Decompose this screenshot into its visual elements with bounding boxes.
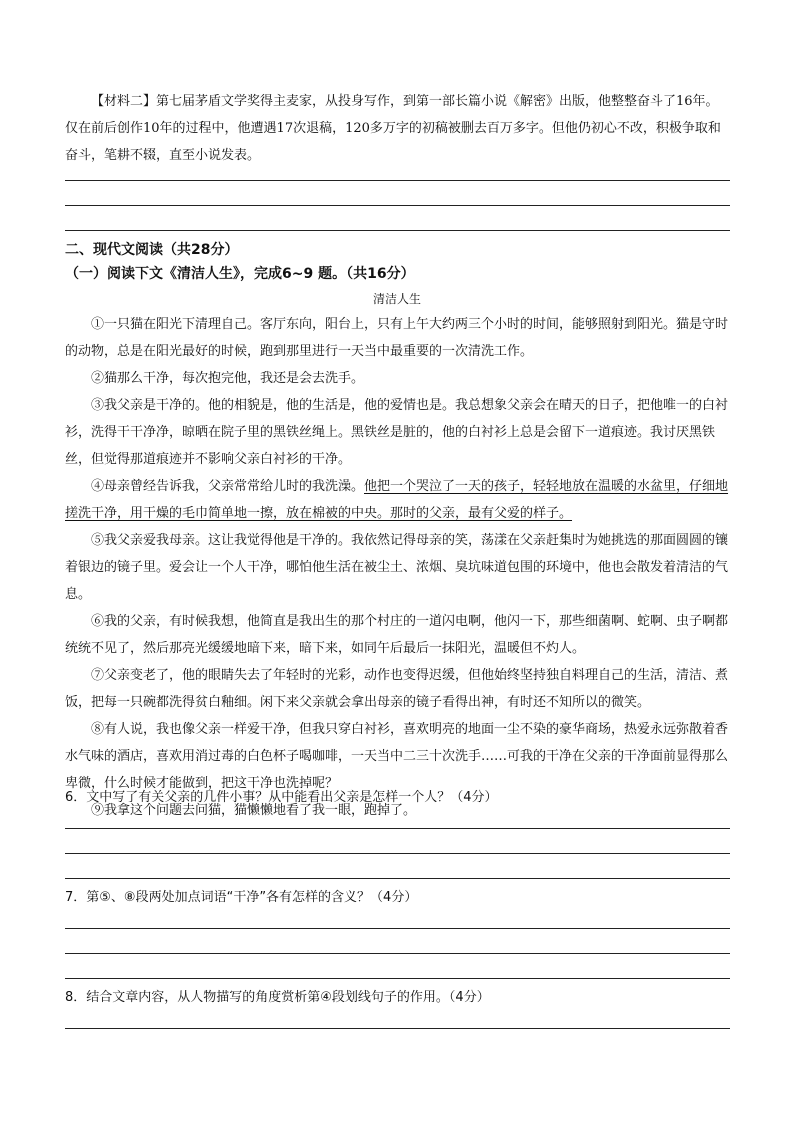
question-6: 6．文中写了有关父亲的几件小事？从中能看出父亲是怎样一个人？（4分） (65, 790, 498, 805)
paragraph-4-plain: ④母亲曾经告诉我，父亲常常给儿时的我洗澡。 (91, 479, 365, 494)
material-2-text: 【材料二】第七届茅盾文学奖得主麦家，从投身写作，到第一部长篇小说《解密》出版，他整整奋斗了16年。仅在前后创作10年的过程中，他遭遇17次退稿，120多万字的初稿被删去百万多字。但他仍初心不改，积极争取和奋斗，笔耕不辍，直至小说发表。 (65, 94, 721, 163)
answer-line[interactable] (65, 978, 730, 979)
answer-line[interactable] (65, 1028, 730, 1029)
paragraph-6: ⑥我的父亲，有时候我想，他简直是我出生的那个村庄的一道闪电啊，他闪一下，那些细菌啊、蛇啊、虫子啊都统统不见了，然后那亮光缓缓地暗下来，暗下来，如同午后最后一抹阳光，温暖但不灼人。 (65, 614, 729, 656)
question-7: 7．第⑤、⑧段两处加点词语“干净”各有怎样的含义？（4分） (65, 890, 418, 905)
answer-line[interactable] (65, 230, 730, 231)
section-heading: 二、现代文阅读（共28分） (65, 242, 239, 258)
answer-line[interactable] (65, 853, 730, 854)
paragraph-1: ①一只猫在阳光下清理自己。客厅东向，阳台上，只有上午大约两三个小时的时间，能够照射到阳光。猫是守时的动物，总是在阳光最好的时候，跑到那里进行一天当中最重要的一次清洗工作。 (65, 317, 729, 359)
paragraph-8: ⑧有人说，我也像父亲一样爱干净，但我只穿白衬衫，喜欢明亮的地面一尘不染的豪华商场，热爱永远弥散着香水气味的酒店，喜欢用消过毒的白色杯子喝咖啡，一天当中二三十次洗手……可我的干净在父亲的干净面前显得那么卑微，什么时候才能做到，把这干净也洗掉呢？ (65, 722, 729, 791)
material-2 (65, 88, 730, 169)
paragraph-9: ⑨我拿这个问题去问猫，猫懒懒地看了我一眼，跑掉了。 (91, 803, 417, 818)
paragraph-2: ②猫那么干净，每次抱完他，我还是会去洗手。 (91, 371, 365, 386)
sub-section-heading: （一）阅读下文《清洁人生》，完成6~9 题。（共16分） (65, 266, 415, 282)
paragraph-3: ③我父亲是干净的。他的相貌是，他的生活是，他的爱情也是。我总想象父亲会在晴天的日子，把他唯一的白衬衫，洗得干干净净，晾晒在院子里的黑铁丝绳上。黑铁丝是脏的，他的白衬衫上总是会留下一道痕迹。我讨厌黑铁丝，但觉得那道痕迹并不影响父亲白衬衫的干净。 (65, 398, 729, 467)
answer-line[interactable] (65, 205, 730, 206)
paragraph-4 (65, 473, 730, 527)
paragraph-4-underlined: 他把一个哭泣了一天的孩子，轻轻地放在温暖的水盆里，仔细地搓洗干净，用干燥的毛巾简单地一擦，放在棉被的中央。那时的父亲，最有父爱的样子。 (65, 479, 729, 521)
answer-line[interactable] (65, 828, 730, 829)
answer-line[interactable] (65, 953, 730, 954)
article-body (65, 311, 730, 824)
paragraph-7: ⑦父亲变老了，他的眼睛失去了年轻时的光彩，动作也变得迟缓，但他始终坚持独自料理自己的生活，清洁、煮饭，把每一只碗都洗得贫白釉细。闲下来父亲就会拿出母亲的镜子看得出神，有时还不知所以的微笑。 (65, 668, 729, 710)
answer-line[interactable] (65, 180, 730, 181)
section-2-header (65, 238, 730, 286)
answer-line[interactable] (65, 928, 730, 929)
article-title: 清洁人生 (372, 292, 421, 306)
question-8: 8．结合文章内容，从人物描写的角度赏析第④段划线句子的作用。（4分） (65, 990, 490, 1005)
paragraph-5: ⑤我父亲爱我母亲。这让我觉得他是干净的。我依然记得母亲的笑，荡漾在父亲赶集时为她挑选的那面圆圆的镶着银边的镜子里。爱会让一个人干净，哪怕他生活在被尘土、浓烟、臭坑味道包围的环境中，他也会散发着清洁的气息。 (65, 533, 729, 602)
answer-line[interactable] (65, 878, 730, 879)
